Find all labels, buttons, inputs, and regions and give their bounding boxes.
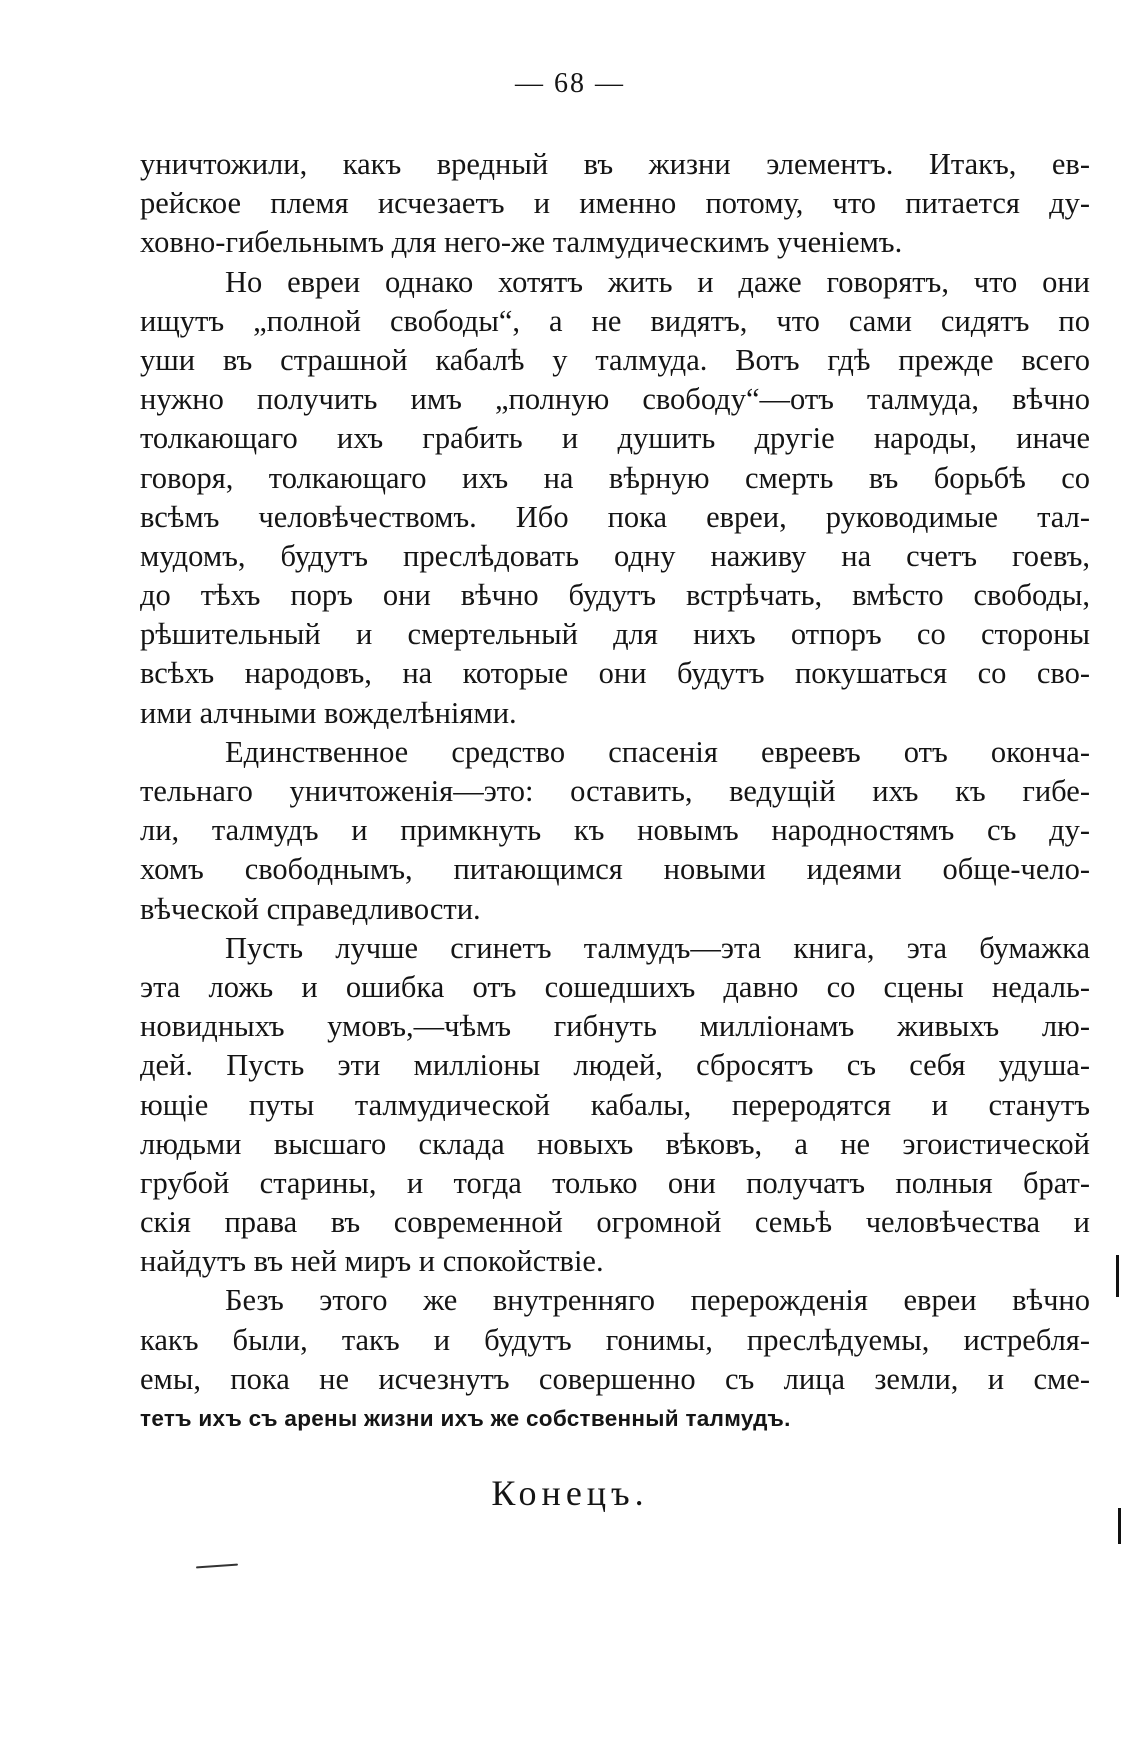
text-line: ли, талмудъ и примкнуть къ новымъ народностямъ съ ду- <box>140 813 1090 848</box>
page-number: — 68 — <box>515 68 625 99</box>
text-line: Но евреи однако хотятъ жить и даже говорятъ, что они <box>225 264 1090 299</box>
text-line: вѣческой справедливости. <box>140 891 481 926</box>
margin-mark <box>1118 1508 1121 1544</box>
text-line: мудомъ, будутъ преслѣдовать одну наживу на счетъ гоевъ, <box>140 538 1090 573</box>
text-line: рѣшительный и смертельный для нихъ отпоръ со стороны <box>140 617 1090 652</box>
end-word: Конецъ. <box>491 1473 649 1513</box>
text-line: Пусть лучше сгинетъ талмудъ—эта книга, эта бумажка <box>225 930 1090 965</box>
text-line: тельнаго уничтоженія—это: оставить, ведущій ихъ къ гибе- <box>140 774 1090 808</box>
text-line: тетъ ихъ съ арены жизни ихъ же собственный талмудъ. <box>140 1406 791 1431</box>
text-line: эта ложь и ошибка отъ сошедшихъ давно со сцены недаль- <box>140 969 1090 1004</box>
text-line: скія права въ современной огромной семьѣ человѣчества и <box>140 1205 1090 1240</box>
text-line: толкающаго ихъ грабить и душить другіе народы, иначе <box>140 421 1090 456</box>
text-line: Безъ этого же внутренняго перерожденія евреи вѣчно <box>225 1283 1090 1318</box>
text-line: Единственное средство спасенія евреевъ отъ оконча- <box>225 734 1090 769</box>
text-line: дей. Пусть эти милліоны людей, сбросятъ съ себя удуша- <box>140 1048 1090 1083</box>
body-text <box>140 145 1090 1438</box>
text-line: новидныхъ умовъ,—чѣмъ гибнуть милліонамъ живыхъ лю- <box>140 1009 1090 1044</box>
text-line: уши въ страшной кабалѣ у талмуда. Вотъ гдѣ прежде всего <box>140 342 1090 377</box>
text-line: ющіе путы талмудической кабалы, переродятся и станутъ <box>140 1087 1090 1122</box>
text-line: емы, пока не исчезнутъ совершенно съ лица земли, и сме- <box>140 1361 1090 1396</box>
text-line: грубой старины, и тогда только они получатъ полныя брат- <box>140 1165 1090 1200</box>
text-line: ищутъ „полной свободы“, а не видятъ, что сами сидятъ по <box>140 303 1090 338</box>
text-line: всѣмъ человѣчествомъ. Ибо пока евреи, руководимые тал- <box>140 499 1090 534</box>
text-line: какъ были, такъ и будутъ гонимы, преслѣдуемы, истребля- <box>140 1322 1090 1357</box>
text-line: уничтожили, какъ вредный въ жизни элементъ. Итакъ, ев- <box>140 147 1090 181</box>
text-line: хомъ свободнымъ, питающимся новыми идеями обще-чело- <box>140 852 1090 887</box>
text-line: до тѣхъ поръ они вѣчно будутъ встрѣчать, вмѣсто свободы, <box>140 578 1090 613</box>
text-line: говоря, толкающаго ихъ на вѣрную смерть въ борьбѣ со <box>140 460 1090 495</box>
text-line: людьми высшаго склада новыхъ вѣковъ, а не эгоистической <box>140 1126 1090 1161</box>
text-line: найдутъ въ ней миръ и спокойствіе. <box>140 1244 604 1279</box>
margin-mark <box>1116 1255 1119 1297</box>
text-line: ими алчными вожделѣніями. <box>140 695 517 730</box>
text-line: всѣхъ народовъ, на которые они будутъ покушаться со сво- <box>140 656 1090 691</box>
text-line: ховно-гибельнымъ для него-же талмудическимъ ученіемъ. <box>140 225 903 260</box>
text-line: нужно получить имъ „полную свободу“—отъ талмуда, вѣчно <box>140 382 1090 417</box>
ink-smudge <box>196 1564 238 1569</box>
text-line: рейское племя исчезаетъ и именно потому, что питается ду- <box>140 186 1090 221</box>
